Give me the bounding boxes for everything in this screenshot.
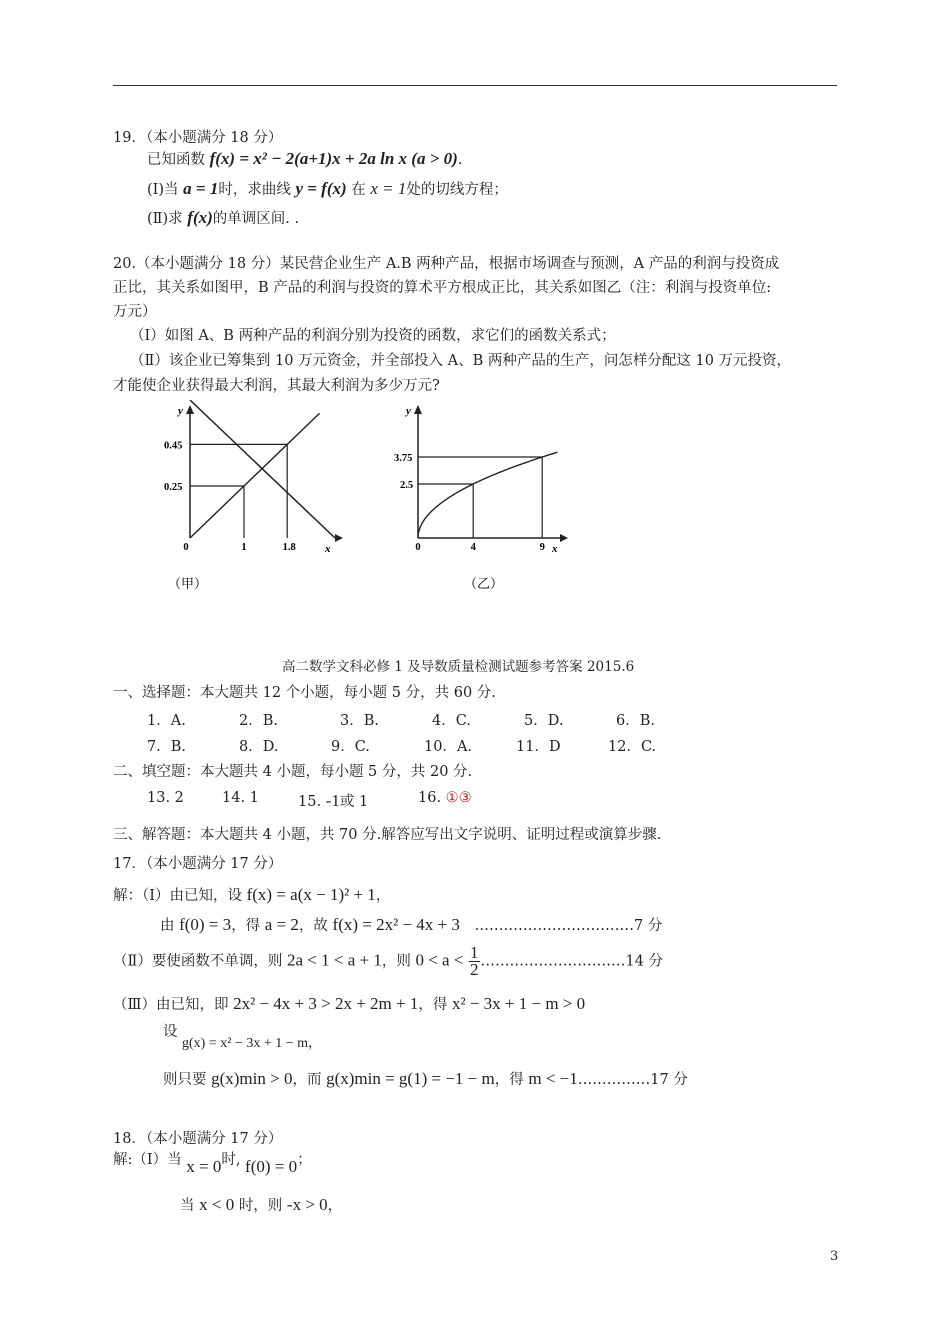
a17-l6-value: g(x)min = g(1) = −1 − m xyxy=(326,1069,495,1088)
choice-10: 10．A. xyxy=(424,739,473,755)
a17-l3-denominator: 2 xyxy=(470,960,479,979)
yi-y-arrow xyxy=(414,405,422,414)
a17-l3-score: …………………………14 分 xyxy=(480,953,664,970)
a17-l6-result: m < −1 xyxy=(528,1069,578,1088)
jia-xtick-0: 0 xyxy=(183,542,189,553)
section-3-heading: 三、解答题：本大题共 4 小题，共 70 分.解答应写出文字说明、证明过程或演算步骤. xyxy=(113,827,662,843)
a17-l2-text-b: ，得 xyxy=(231,918,261,934)
a17-l6-text-b: ，而 xyxy=(292,1072,322,1088)
a17-line2 xyxy=(160,914,662,935)
q19-header: 19．（本小题满分 18 分） xyxy=(113,130,283,146)
a17-l2-formula: f(x) = 2x² − 4x + 3 xyxy=(332,915,460,934)
page-number: 3 xyxy=(830,1249,839,1264)
yi-xtick-0: 0 xyxy=(415,542,421,553)
a17-l2-text-a: 由 xyxy=(160,918,175,934)
jia-xtick-1: 1 xyxy=(241,542,247,553)
q20-line2: 正比，其关系如图甲，B 产品的利润与投资的算术平方根成正比，其关系如图乙（注：利润与投资单位: xyxy=(113,280,772,296)
q19-part1 xyxy=(147,178,508,199)
q19-p1-text-d: 处的切线方程； xyxy=(406,182,508,198)
fill-14: 14. 1 xyxy=(222,790,259,806)
a18-line2 xyxy=(180,1194,342,1215)
choice-5: 5．D. xyxy=(524,713,564,729)
jia-series-line xyxy=(190,413,320,538)
yi-x-arrow xyxy=(560,534,568,542)
jia-ytick-1: 0.25 xyxy=(164,482,183,493)
choice-4: 4．C. xyxy=(432,713,471,729)
a17-line5 xyxy=(182,1032,322,1052)
choice-9: 9．C. xyxy=(331,739,370,755)
choice-12: 12．C. xyxy=(608,739,657,755)
a17-l4-result: x² − 3x + 1 − m > 0 xyxy=(451,994,586,1013)
top-rule xyxy=(113,85,837,86)
fill-15-value: -1 xyxy=(325,791,340,810)
a17-l5-end: ， xyxy=(308,1035,322,1051)
a17-line1 xyxy=(113,884,390,905)
a18-l1-end: ； xyxy=(297,1152,312,1168)
yi-x-label: x xyxy=(552,543,558,555)
choice-7: 7．B. xyxy=(147,739,186,755)
a17-l2-a: a = 2 xyxy=(264,915,299,934)
fill-15 xyxy=(298,790,368,811)
a17-l5-g: g(x) = x² − 3x + 1 − m xyxy=(182,1036,308,1051)
fill-13: 13. 2 xyxy=(147,790,184,806)
a17-l2-text-c: ，故 xyxy=(298,918,328,934)
a17-line3 xyxy=(113,945,663,978)
a18-line1 xyxy=(113,1148,312,1176)
q20-line5: （Ⅱ）该企业已筹集到 10 万元资金，并全部投入 A、B 两种产品的生产，问怎样分配这 10 万元投资， xyxy=(130,353,792,369)
q19-function: f(x) = x² − 2(a+1)x + 2a ln x (a > 0) xyxy=(209,149,458,168)
a18-header: 18．（本小题满分 17 分） xyxy=(113,1131,283,1147)
jia-xtick-2: 1.8 xyxy=(282,542,296,553)
choice-11: 11．D xyxy=(516,739,561,755)
a17-l1-text: 解：（Ⅰ）由已知，设 xyxy=(113,888,242,904)
yi-xtick-1: 4 xyxy=(470,542,476,553)
q19-p2-function: f(x) xyxy=(187,208,213,227)
q20-line1: 20.（本小题满分 18 分）某民营企业生产 A.B 两种产品，根据市场调查与预测，A 产品的利润与投资成 xyxy=(113,256,780,272)
q19-p2-text-b: 的单调区间. . xyxy=(212,211,300,227)
section-2-heading: 二、填空题：本大题共 4 小题，每小题 5 分，共 20 分. xyxy=(113,764,473,780)
choice-1: 1．A. xyxy=(147,713,186,729)
a17-l1-end: ， xyxy=(375,888,391,904)
section-1-heading: 一、选择题：本大题共 12 个小题，每小题 5 分，共 60 分. xyxy=(113,685,496,701)
fill-15-tail: 或 1 xyxy=(339,794,369,810)
q20-line3: 万元） xyxy=(113,304,157,320)
yi-ytick-1: 2.5 xyxy=(400,480,414,491)
yi-y-label: y xyxy=(406,405,411,417)
a17-l1-formula: f(x) = a(x − 1)² + 1 xyxy=(246,885,376,904)
a18-l2-end: ， xyxy=(327,1198,343,1214)
a17-l3-text-a: （Ⅱ）要使函数不单调，则 xyxy=(113,953,283,970)
a18-l1-text-b: 时, xyxy=(221,1152,241,1168)
a17-l3-numerator: 1 xyxy=(470,943,479,962)
a17-l6-score: ……………17 分 xyxy=(577,1072,688,1088)
a18-l1-x: x = 0 xyxy=(186,1157,222,1176)
choice-2: 2．B. xyxy=(239,713,278,729)
jia-x-label: x xyxy=(325,543,331,555)
q19-p1-text-c: 在 xyxy=(351,182,366,198)
q19-p2-text-a: (Ⅱ)求 xyxy=(147,211,183,227)
a17-header: 17．（本小题满分 17 分） xyxy=(113,856,283,872)
fill-16 xyxy=(418,790,472,806)
a17-l3-range: 0 < a < xyxy=(415,950,464,970)
a17-l3-text-b: ，则 xyxy=(381,953,411,970)
a17-line4 xyxy=(113,993,585,1014)
fill-15-label: 15. xyxy=(298,794,322,810)
a17-line5-label: 设 xyxy=(163,1024,178,1040)
yi-series-curve xyxy=(418,452,557,538)
chart-yi xyxy=(392,400,582,600)
a18-l2-x: x < 0 xyxy=(199,1195,235,1214)
q20-line4: （Ⅰ）如图 A、B 两种产品的利润分别为投资的函数，求它们的函数关系式； xyxy=(130,328,616,344)
yi-xtick-2: 9 xyxy=(539,542,545,553)
jia-ytick-0: 0.45 xyxy=(164,440,183,452)
q20-line6: 才能使企业获得最大利润，其最大利润为多少万元? xyxy=(113,378,440,394)
a17-l4-inequality: 2x² − 4x + 3 > 2x + 2m + 1 xyxy=(233,994,419,1013)
q19-stem-end: . xyxy=(457,152,463,168)
a17-l3-inequality: 2a < 1 < a + 1 xyxy=(286,950,382,970)
a17-l6-text-a: 则只要 xyxy=(163,1072,207,1088)
q19-stem xyxy=(147,148,462,169)
a17-l2-f0: f(0) = 3 xyxy=(179,915,232,934)
q19-p1-text-b: 时，求曲线 xyxy=(218,182,291,198)
yi-title: （乙） xyxy=(464,576,504,591)
fill-16-label: 16. xyxy=(418,790,442,806)
jia-y-arrow xyxy=(186,405,194,414)
a17-line6 xyxy=(163,1068,688,1089)
fill-16-value: ①③ xyxy=(445,790,472,806)
a17-l2-score: ……………………………7 分 xyxy=(474,918,663,934)
choice-6: 6．B. xyxy=(616,713,655,729)
q19-p1-condition: a = 1 xyxy=(183,179,219,198)
q19-p1-point: x = 1 xyxy=(370,179,407,198)
chart-jia xyxy=(160,400,350,600)
a18-l2-condition: -x > 0 xyxy=(286,1195,328,1214)
q19-p1-text-a: (Ⅰ)当 xyxy=(147,182,179,198)
a18-l2-text-b: 时，则 xyxy=(238,1198,283,1214)
q19-stem-prefix: 已知函数 xyxy=(147,152,205,168)
jia-y-label: y xyxy=(178,405,183,417)
yi-ytick-0: 3.75 xyxy=(394,453,413,464)
a18-l2-text-a: 当 xyxy=(180,1198,195,1214)
a17-l4-text-b: ，得 xyxy=(418,997,448,1013)
jia-title: （甲） xyxy=(168,576,208,591)
q19-part2 xyxy=(147,207,299,228)
choice-3: 3．B. xyxy=(340,713,379,729)
choice-8: 8．D. xyxy=(239,739,279,755)
a17-l6-condition: g(x)min > 0 xyxy=(211,1069,293,1088)
a17-l3-fraction xyxy=(469,945,480,978)
a17-l6-text-c: ，得 xyxy=(494,1072,524,1088)
a17-l4-text-a: （Ⅲ）由已知，即 xyxy=(113,997,229,1013)
jia-x-arrow xyxy=(335,534,343,542)
a18-l1-text-a: 解:（Ⅰ）当 xyxy=(113,1152,182,1168)
a18-l1-f: f(0) = 0 xyxy=(245,1157,298,1176)
answers-title: 高二数学文科必修 1 及导数质量检测试题参考答案 2015.6 xyxy=(282,659,635,675)
q19-p1-curve: y = f(x) xyxy=(295,179,347,198)
